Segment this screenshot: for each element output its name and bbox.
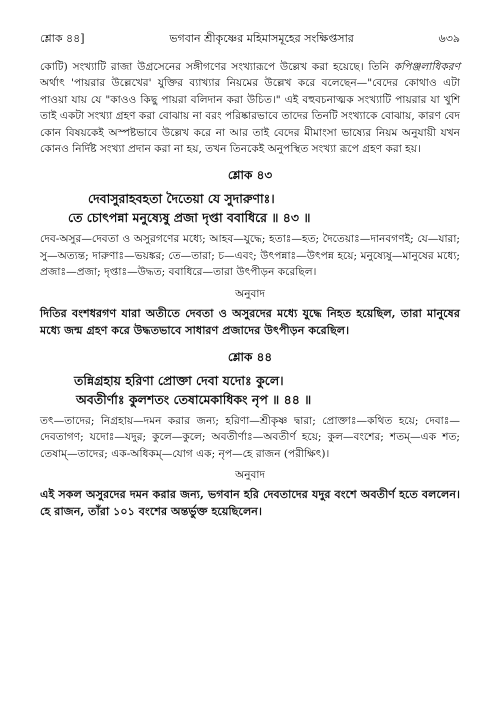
verse-44-line-2: অবতীর্ণাঃ কুলশতং তেষামেকাধিকং নৃপ ॥ ৪৪ ॥ [76, 392, 312, 408]
verse-43-synonyms: দেব-অসুর—দেবতা ও অসুরগণের মধ্যে; আহব—যুদ্ধে; হতাঃ—হত; দৈতেয়াঃ—দানবগণই; যে—যারা; সু—অত্যন্ত; দারুণাঃ—ভয়ঙ্কর; তে—তারা; চ—এবং; উৎপন্নাঃ—উৎপন্ন হয়ে; মনুষ্যেষু—মানুষের মধ্যে; প্রজাঃ—প্রজা; দৃপ্তাঃ—উদ্ধত; ববাধিরে—তারা উৎপীড়ন করেছিল। [40, 233, 460, 279]
verse-43-line-2: তে চোৎপন্না মনুষ্যেষু প্রজা দৃপ্তা ববাধিরে ॥ ৪৩ ॥ [68, 210, 311, 226]
purport-text-rest: অর্থাৎ 'পায়রার উল্লেখের' যুক্তির ব্যাখ্যার নিয়মের উল্লেখ করে বলেছেন—"বেদের কোথাও এটা পাওয়া যায় যে "কাওও কিছু পায়রা বলিদান করা উচিত।" এই বহুবচনাত্মক সংখ্যাটি পায়রার যা খুশি তাই একটা সংখ্যা গ্রহণ করা বোঝায় না বরং পরিষ্কারভাবে তাদের তিনটি সংখ্যাকে বোঝায়, কারণ বেদ কোন বিষয়কেই অস্পষ্টভাবে উল্লেখ করে না আর তাই বেদের মীমাংসা ভাষ্যের নিয়ম অনুযায়ী যখন কোনও নির্দিষ্ট সংখ্যা প্রদান করা না হয়, তখন তিনকেই অনুপস্থিত সংখ্যা রূপে গ্রহণ করা হয়। [40, 77, 460, 156]
header-verse-ref: শ্লোক ৪৪] [40, 32, 85, 45]
running-header [40, 30, 460, 49]
header-chapter-title: ভগবান শ্রীকৃষ্ণের মহিমাসমূহের সংক্ষিপ্তসার [169, 32, 354, 45]
page-number: ৬৩৯ [438, 32, 460, 45]
verse-43-translation-heading: অনুবাদ [235, 287, 265, 300]
verse-44-text [40, 371, 460, 409]
verse-44-heading: শ্লোক ৪৪ [227, 350, 273, 365]
verse-44-synonyms: তৎ—তাদের; নিগ্রহায়—দমন করার জন্য; হরিণা—শ্রীকৃষ্ণ দ্বারা; প্রোক্তাঃ—কথিত হয়ে; দেবাঃ—দেবতাগণ; যদোঃ—যদুর; কুলে—কুলে; অবতীর্ণাঃ—অবতীর্ণ হয়ে; কুল—বংশের; শতম্—এক শত; তেষাম্—তাদের; এক-অধিকম্—যোগ এক; নৃপ—হে রাজন (পরীক্ষিৎ)। [40, 415, 460, 460]
verse-44-translation-heading: অনুবাদ [235, 469, 265, 482]
purport-paragraph [40, 59, 460, 157]
book-page [40, 30, 460, 521]
verse-44-line-1: তন্নিগ্রহায় হরিণা প্রোক্তা দেবা যদোঃ কুলে। [74, 373, 284, 389]
verse-43-line-1: দেবাসুরাহবহতা দৈতেয়া যে সুদারুণাঃ। [88, 191, 275, 207]
verse-43-translation: দিতির বংশধরগণ যারা অতীতে দেবতা ও অসুরদের মধ্যে যুদ্ধে নিহত হয়েছিল, তারা মানুষের মধ্যে জন্ম গ্রহণ করে উদ্ধতভাবে সাধারণ প্রজাদের উৎপীড়ন করেছিল। [40, 305, 460, 337]
verse-43-heading: শ্লোক ৪৩ [227, 168, 273, 183]
purport-text-start: কোটি) সংখ্যাটি রাজা উগ্রসেনের সঙ্গীগণের সংখ্যারূপে উল্লেখ করা হয়েছে। তিনি [40, 61, 394, 73]
verse-44-translation: এই সকল অসুরদের দমন করার জন্য, ভগবান হরি দেবতাদের যদুর বংশে অবতীর্ণ হতে বললেন। হে রাজন, তাঁরা ১০১ বংশের অন্তর্ভুক্ত হয়েছিলেন। [40, 487, 460, 519]
verse-43-text [40, 189, 460, 227]
purport-italic-term: কপিঞ্জলাধিকরণ [393, 61, 460, 73]
